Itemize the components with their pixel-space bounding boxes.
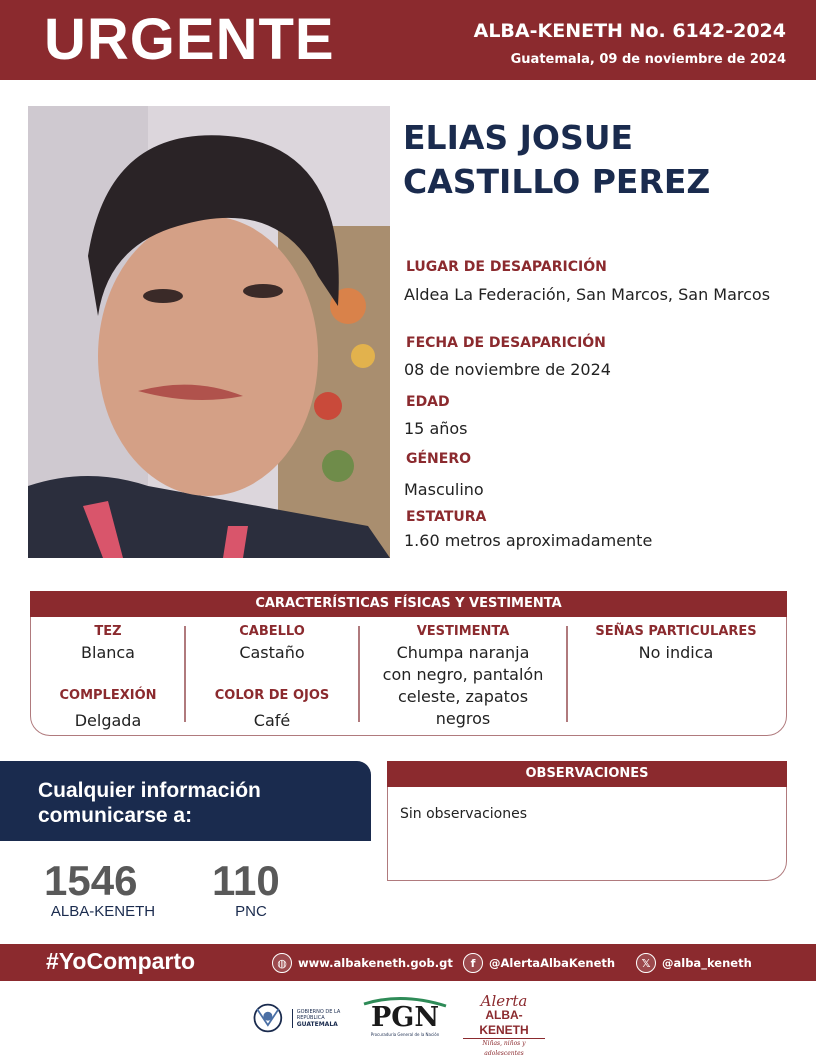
ojos-value: Café bbox=[253, 711, 291, 730]
contact-text bbox=[38, 778, 358, 828]
edad-label: EDAD bbox=[406, 394, 450, 410]
alert-number: ALBA-KENETH No. 6142-2024 bbox=[473, 20, 786, 42]
phone-number-pnc[interactable]: 110 bbox=[212, 857, 280, 904]
contact-line-1: Cualquier información bbox=[38, 779, 261, 802]
vestimenta-line: con negro, pantalón bbox=[382, 665, 544, 684]
tez-label: TEZ bbox=[94, 624, 122, 639]
ojos-label: COLOR DE OJOS bbox=[214, 688, 330, 703]
genero-value: Masculino bbox=[404, 480, 484, 499]
missing-person-photo bbox=[28, 106, 390, 558]
facebook-icon: f bbox=[463, 953, 483, 973]
lugar-value: Aldea La Federación, San Marcos, San Marcos bbox=[404, 285, 771, 304]
name-line-2: CASTILLO PEREZ bbox=[403, 162, 711, 201]
person-name bbox=[403, 116, 793, 204]
vestimenta-label: VESTIMENTA bbox=[416, 624, 510, 639]
alerta-alba-keneth-logo bbox=[463, 992, 545, 1057]
characteristics-header: CARACTERÍSTICAS FÍSICAS Y VESTIMENTA bbox=[30, 591, 787, 617]
estatura-label: ESTATURA bbox=[406, 509, 487, 525]
vestimenta-line: negros bbox=[435, 709, 491, 728]
vestimenta-value bbox=[360, 642, 566, 730]
estatura-value: 1.60 metros aproximadamente bbox=[404, 531, 653, 550]
observations-header: OBSERVACIONES bbox=[387, 761, 787, 787]
phone-number-alba-keneth[interactable]: 1546 bbox=[44, 857, 138, 904]
complexion-label: COMPLEXIÓN bbox=[59, 688, 157, 703]
x-text: @alba_keneth bbox=[662, 956, 752, 970]
pgn-logo bbox=[362, 994, 448, 1042]
edad-value: 15 años bbox=[404, 419, 468, 438]
fecha-value: 08 de noviembre de 2024 bbox=[404, 360, 611, 379]
contact-line-2: comunicarse a: bbox=[38, 804, 193, 827]
observations-text: Sin observaciones bbox=[400, 806, 528, 822]
gov-line-1: GOBIERNO DE LA REPÚBLICA bbox=[296, 1008, 341, 1021]
phone-label-alba-keneth: ALBA-KENETH bbox=[50, 903, 156, 920]
alerta-text: Alerta bbox=[480, 992, 528, 1010]
website-link[interactable] bbox=[272, 952, 453, 974]
x-icon: 𝕏 bbox=[636, 953, 656, 973]
x-link[interactable] bbox=[636, 952, 752, 974]
pgn-subtitle: Procuraduría General de la Nación bbox=[370, 1032, 440, 1037]
alerta-main-text: ALBA-KENETH bbox=[463, 1008, 545, 1039]
vestimenta-line: celeste, zapatos bbox=[397, 687, 529, 706]
website-text: www.albakeneth.gob.gt bbox=[298, 956, 453, 970]
hashtag: #YoComparto bbox=[46, 948, 196, 974]
lugar-label: LUGAR DE DESAPARICIÓN bbox=[406, 259, 607, 275]
pgn-text: PGN bbox=[370, 1002, 440, 1033]
cabello-value: Castaño bbox=[239, 643, 305, 662]
alert-date: Guatemala, 09 de noviembre de 2024 bbox=[510, 52, 786, 67]
alerta-subtitle: Niñas, niños y adolescentes bbox=[482, 1040, 526, 1057]
fecha-label: FECHA DE DESAPARICIÓN bbox=[406, 335, 606, 351]
vestimenta-line: Chumpa naranja bbox=[396, 643, 530, 662]
column-divider bbox=[184, 626, 186, 722]
name-line-1: ELIAS JOSUE bbox=[403, 118, 634, 157]
coat-of-arms-icon bbox=[250, 996, 286, 1040]
genero-label: GÉNERO bbox=[406, 451, 472, 467]
phone-label-pnc: PNC bbox=[235, 903, 267, 920]
government-logo bbox=[250, 994, 362, 1042]
gov-line-2: GUATEMALA bbox=[296, 1020, 338, 1028]
facebook-link[interactable] bbox=[463, 952, 615, 974]
senas-value: No indica bbox=[638, 643, 714, 662]
facebook-text: @AlertaAlbaKeneth bbox=[489, 956, 616, 970]
complexion-value: Delgada bbox=[74, 711, 142, 730]
senas-label: SEÑAS PARTICULARES bbox=[595, 624, 757, 639]
urgent-title: URGENTE bbox=[44, 7, 335, 72]
tez-value: Blanca bbox=[81, 643, 135, 662]
cabello-label: CABELLO bbox=[239, 624, 305, 639]
column-divider bbox=[566, 626, 568, 722]
globe-icon: ◍ bbox=[272, 953, 292, 973]
